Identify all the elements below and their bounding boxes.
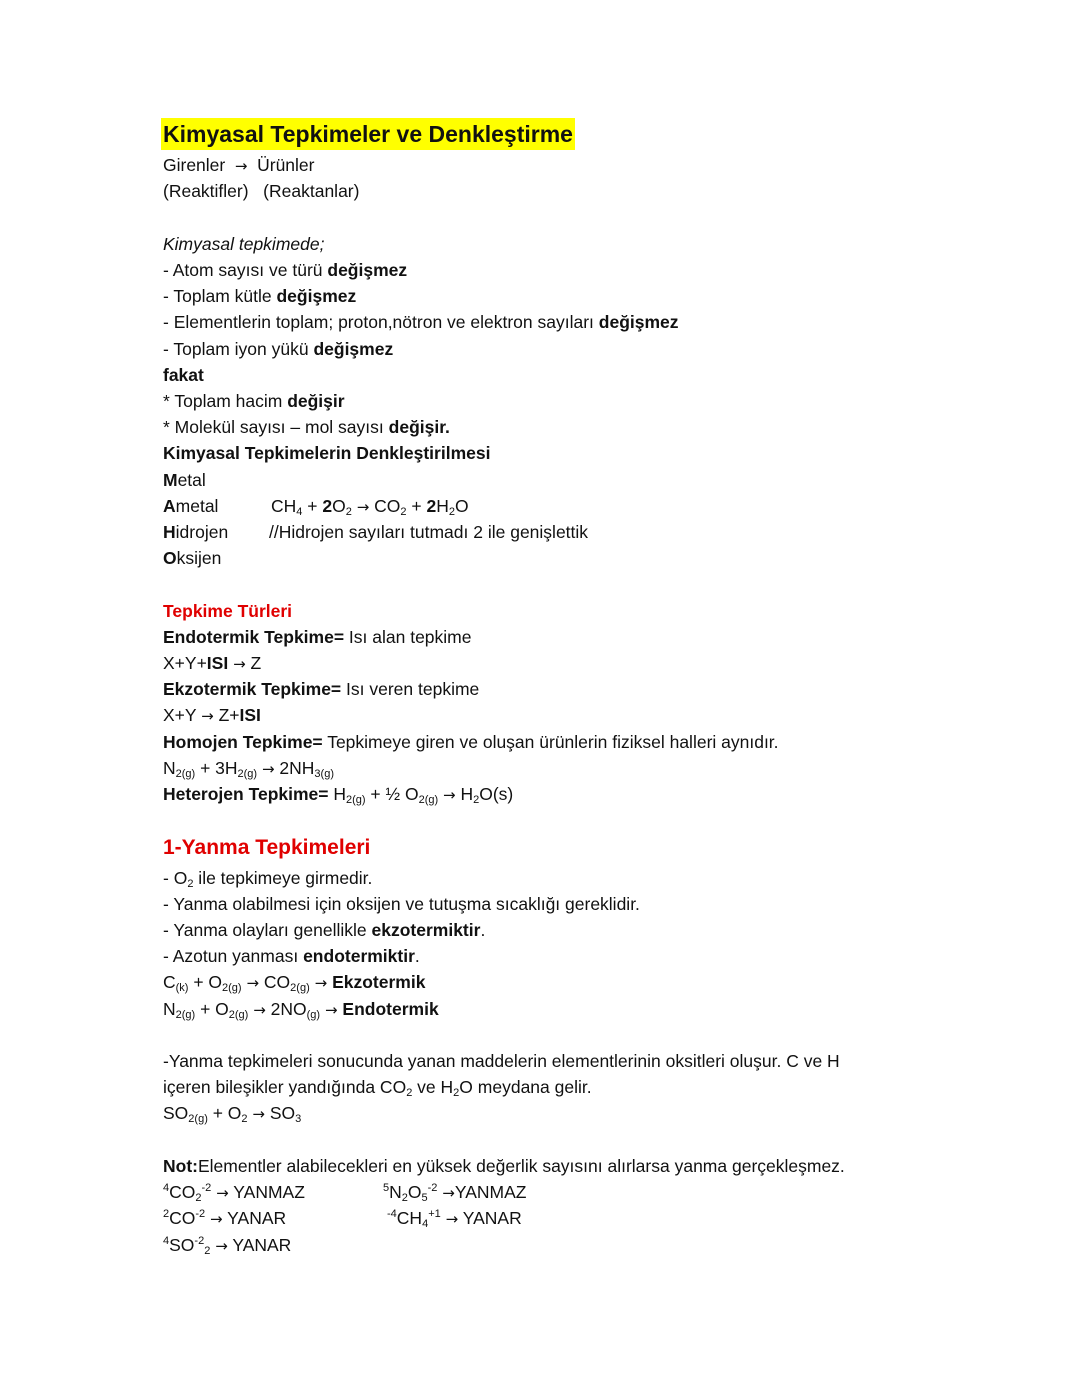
mnemonic-item: Hidrojen [163, 522, 229, 542]
balancing-heading: Kimyasal Tepkimelerin Denkleştirilmesi [163, 443, 491, 463]
list-item: - Toplam iyon yükü değişmez [163, 339, 394, 359]
arrow-right-icon: → [324, 1001, 338, 1019]
arrow-right-icon: → [246, 974, 260, 992]
endothermic-definition: Endotermik Tepkime= Isı alan tepkime [163, 627, 472, 647]
mnemonic-item: Metal [163, 470, 206, 490]
arrow-right-icon: → [261, 760, 275, 778]
fakat-label: fakat [163, 365, 204, 385]
arrow-right-icon: → [314, 974, 328, 992]
ammonia-equation: $N_{2(g)} + 3H_{2(g)} \to 2NH_{3(g)}$ [163, 758, 334, 780]
carbon-combustion-equation: $C_{(k)} + O_{2(g)} \to CO_{2(g)}$ → Ekzotermik [163, 972, 426, 994]
list-item: - Yanma olayları genellikle ekzotermiktir. [163, 920, 486, 940]
arrow-right-icon: → [356, 498, 370, 516]
arrow-right-icon: → [210, 1210, 223, 1228]
urunler-label: Ürünler [257, 155, 315, 175]
reaktifler-label: (Reaktifler) [163, 181, 249, 201]
list-item: - Atom sayısı ve türü değişmez [163, 260, 408, 280]
list-item: * Toplam hacim değişir [163, 391, 345, 411]
arrow-right-icon: → [230, 157, 253, 175]
mnemonic-item: Oksijen [163, 548, 222, 568]
note-example: $^4SO^{-2}_2$ → YANAR [163, 1235, 292, 1257]
arrow-right-icon: → [201, 707, 214, 725]
reaction-direction [163, 153, 315, 178]
arrow-right-icon: → [445, 1210, 459, 1228]
arrow-right-icon: → [252, 1105, 265, 1123]
combustion-heading: 1-Yanma Tepkimeleri [163, 836, 371, 859]
mnemonic-item: Ametal [163, 496, 219, 516]
note-line: Not:Elementler alabilecekleri en yüksek değerlik sayısını alırlarsa yanma gerçekleşmez. [163, 1156, 845, 1176]
arrow-right-icon: → [443, 786, 456, 804]
list-item: - Azotun yanması endotermiktir. [163, 946, 420, 966]
methane-equation: $CH_4 + 2O_2 \to CO_2 + 2H_2O$ [271, 496, 469, 518]
note-example: $^5N_2O_5^{-2}$ →YANMAZ [383, 1182, 527, 1204]
nitrogen-combustion-equation: $N_{2(g)} + O_{2(g)} \to 2NO_{(g)}$ → Endotermik [163, 999, 439, 1021]
combustion-paragraph: -Yanma tepkimeleri sonucunda yanan maddelerin elementlerinin oksitleri oluşur. C ve H [163, 1051, 840, 1071]
arrow-right-icon: → [216, 1184, 229, 1202]
list-item: - Toplam kütle değişmez [163, 286, 357, 306]
list-item: - $O_2$ ile tepkimeye girmedir. [163, 868, 373, 890]
arrow-right-icon: → [442, 1184, 455, 1202]
note-example: $^2CO^{-2}$ → YANAR [163, 1208, 287, 1228]
sulfur-equation: $SO_{2(g)} + O_2 \to SO_3$ [163, 1103, 302, 1125]
equation-note: //Hidrojen sayıları tutmadı 2 ile genişlettik [269, 522, 589, 542]
types-heading: Tepkime Türleri [163, 601, 293, 621]
heterogeneous-definition: Heterojen Tepkime= $H_{2(g)}$ + ½ $O_{2(g)} \to H_2O(s)$ [163, 784, 514, 806]
reaction-synonyms [163, 179, 359, 203]
conservation-heading: Kimyasal tepkimede; [163, 234, 325, 254]
page-title: Kimyasal Tepkimeler ve Denkleştirme [161, 118, 575, 150]
girenler-label: Girenler [163, 155, 226, 175]
homogeneous-definition: Homojen Tepkime= Tepkimeye giren ve oluşan ürünlerin fiziksel halleri aynıdır. [163, 732, 779, 752]
arrow-right-icon: → [215, 1237, 228, 1255]
combustion-paragraph: içeren bileşikler yandığında $CO_2$ ve $H_2O$ meydana gelir. [163, 1077, 592, 1099]
arrow-right-icon: → [253, 1001, 266, 1019]
list-item: * Molekül sayısı – mol sayısı değişir. [163, 417, 450, 437]
exothermic-equation: X+Y → Z+ISI [163, 705, 261, 725]
endothermic-equation: X+Y+ISI → Z [163, 653, 262, 673]
list-item: - Elementlerin toplam; proton,nötron ve elektron sayıları değişmez [163, 312, 679, 332]
note-example: $^{-4}CH_4^{+1}$ → YANAR [387, 1208, 522, 1230]
list-item: - Yanma olabilmesi için oksijen ve tutuşma sıcaklığı gereklidir. [163, 894, 640, 914]
note-example: $^4CO_2^{-2}$ → YANMAZ [163, 1182, 305, 1204]
reaktanlar-label: (Reaktanlar) [263, 181, 360, 201]
exothermic-definition: Ekzotermik Tepkime= Isı veren tepkime [163, 679, 480, 699]
arrow-right-icon: → [233, 655, 246, 673]
